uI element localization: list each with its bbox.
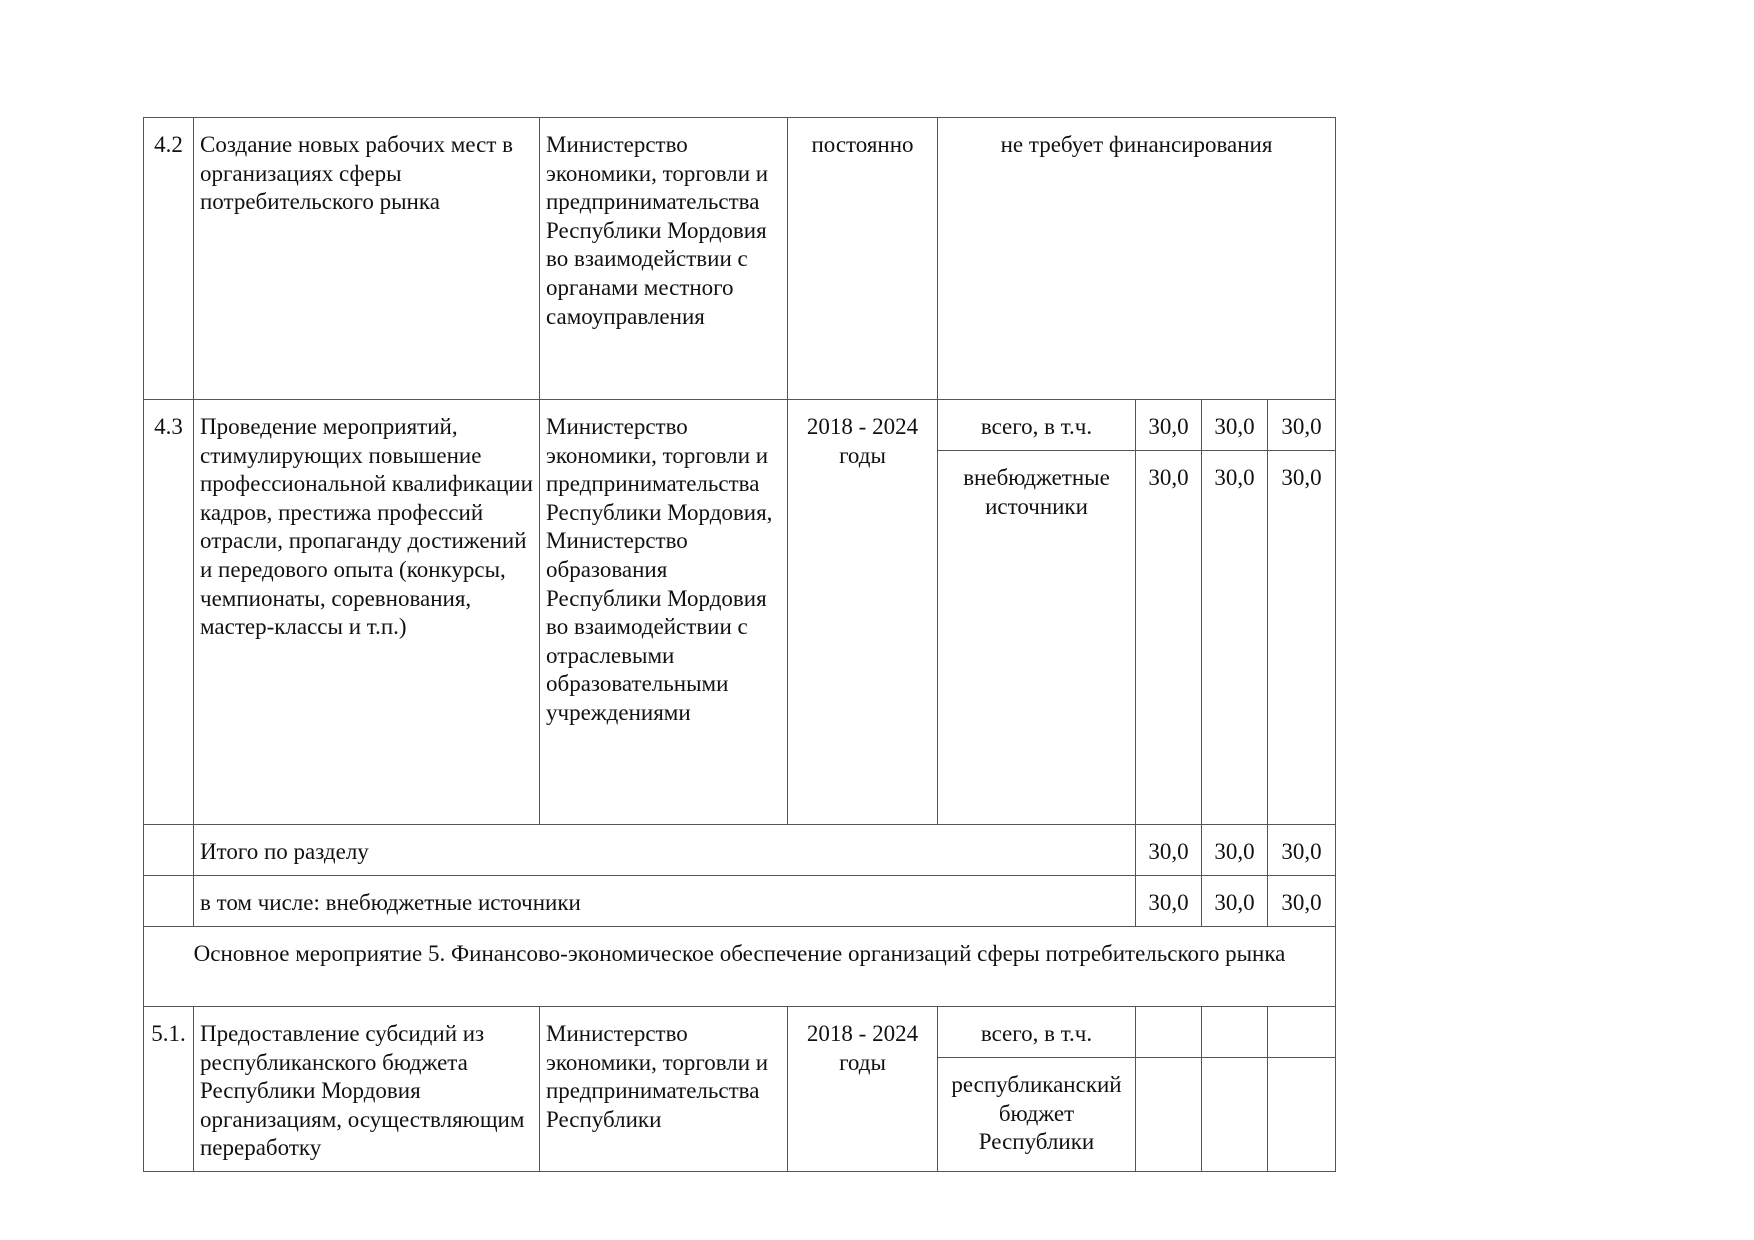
value-cell: 30,0 [1268,825,1336,876]
value-cell [1136,1007,1202,1058]
value-cell [1268,1058,1336,1172]
table-row-4-3 [144,400,1336,451]
totals-row-extrabudget [144,876,1336,927]
value-cell: 30,0 [1136,400,1202,451]
empty-cell [144,825,194,876]
source-label: всего, в т.ч. [938,1007,1136,1058]
executor: Министерство экономики, торговли и предпринимательства Республики [540,1007,788,1172]
row-number: 4.3 [144,400,194,825]
program-activities-table [143,117,1336,1172]
value-cell: 30,0 [1202,825,1268,876]
source-label: внебюджетные источники [938,451,1136,825]
totals-row-section [144,825,1336,876]
value-cell [1268,1007,1336,1058]
executor: Министерство экономики, торговли и предпринимательства Республики Мордовия, Министерство образования Республики Мордовия во взаимодействии с отраслевыми образовательными учреждениями [540,400,788,825]
source-label: республиканский бюджет Республики [938,1058,1136,1172]
period: 2018 - 2024 годы [788,400,938,825]
value-cell: 30,0 [1268,400,1336,451]
section-header: Основное мероприятие 5. Финансово-экономическое обеспечение организаций сферы потребительского рынка [144,927,1336,1007]
totals-label: Итого по разделу [194,825,1136,876]
value-cell: 30,0 [1268,876,1336,927]
financing-note: не требует финансирования [938,118,1336,400]
value-cell [1136,1058,1202,1172]
value-cell: 30,0 [1202,400,1268,451]
value-cell: 30,0 [1202,451,1268,825]
row-number: 4.2 [144,118,194,400]
value-cell: 30,0 [1268,451,1336,825]
source-label: всего, в т.ч. [938,400,1136,451]
value-cell: 30,0 [1136,451,1202,825]
empty-cell [144,876,194,927]
value-cell [1202,1058,1268,1172]
activity-name: Проведение мероприятий, стимулирующих повышение профессиональной квалификации кадров, престижа профессий отрасли, пропаганду достижений и передового опыта (конкурсы, чемпионаты, соревнования, мастер-классы и т.п.) [194,400,540,825]
table-row-4-2 [144,118,1336,400]
executor: Министерство экономики, торговли и предпринимательства Республики Мордовия во взаимодействии с органами местного самоуправления [540,118,788,400]
row-number: 5.1. [144,1007,194,1172]
value-cell [1202,1007,1268,1058]
value-cell: 30,0 [1136,825,1202,876]
activity-name: Создание новых рабочих мест в организациях сферы потребительского рынка [194,118,540,400]
period: постоянно [788,118,938,400]
totals-label: в том числе: внебюджетные источники [194,876,1136,927]
activity-name: Предоставление субсидий из республиканского бюджета Республики Мордовия организациям, осуществляющим переработку [194,1007,540,1172]
value-cell: 30,0 [1136,876,1202,927]
period: 2018 - 2024 годы [788,1007,938,1172]
value-cell: 30,0 [1202,876,1268,927]
table-row-5-1 [144,1007,1336,1058]
section-header-row [144,927,1336,1007]
